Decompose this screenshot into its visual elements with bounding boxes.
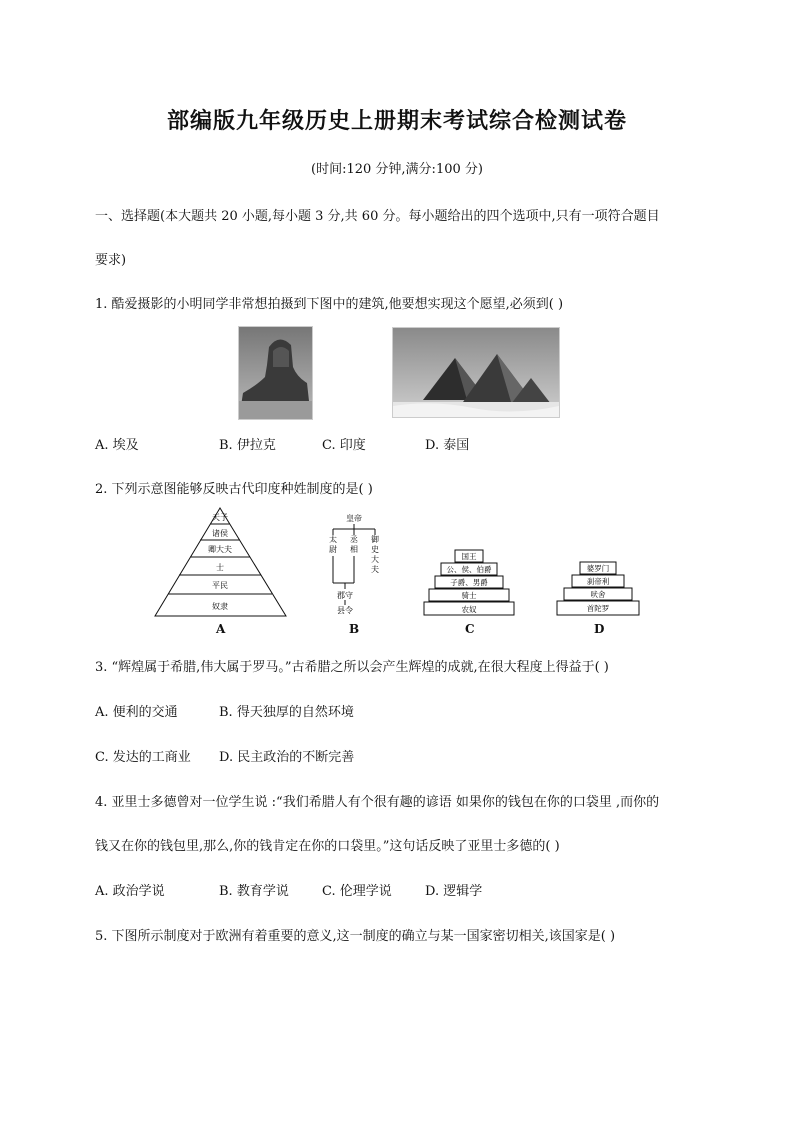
exam-info: (时间:120 分钟,满分:100 分) [311, 162, 483, 177]
diagram-a-pyramid [153, 506, 288, 618]
diagram-d-tier-1: 婆罗门 [586, 564, 610, 573]
diagram-c-tier-2: 公、侯、伯爵 [446, 565, 492, 574]
diagram-b-left: 太尉 [329, 535, 337, 554]
q1-option-a: A. 埃及 [95, 438, 139, 453]
q4-option-b: B. 教育学说 [219, 884, 289, 899]
diagram-c-steps [423, 549, 515, 619]
diagram-a-tier-3: 卿大夫 [208, 545, 232, 554]
diagram-c-tier-4: 骑士 [461, 591, 477, 600]
diagram-b-bottom-2: 县令 [337, 606, 353, 615]
diagram-b-label: B [349, 622, 360, 636]
diagram-d-steps [556, 561, 640, 619]
diagram-b-right: 御史大夫 [371, 535, 379, 574]
diagram-d-tier-3: 吠舍 [590, 590, 606, 599]
diagram-a-label: A [216, 622, 226, 636]
diagram-a-tier-2: 诸侯 [212, 529, 228, 538]
q3-option-a: A. 便利的交通 [95, 705, 178, 720]
diagram-b-mid: 丞相 [350, 535, 358, 554]
q4-option-d: D. 逻辑学 [425, 884, 483, 899]
sphinx-photo [238, 326, 313, 420]
diagram-d-tier-4: 首陀罗 [586, 604, 610, 613]
pyramids-photo [392, 327, 560, 418]
diagram-c-tier-3: 子爵、男爵 [450, 578, 488, 587]
q1-option-c: C. 印度 [322, 438, 366, 453]
question-2-stem: 2. 下列示意图能够反映古代印度种姓制度的是( ) [95, 482, 373, 497]
diagram-d-tier-2: 刹帝利 [586, 577, 610, 586]
q4-option-a: A. 政治学说 [95, 884, 165, 899]
diagram-d-label: D [594, 622, 605, 636]
page-title: 部编版九年级历史上册期末考试综合检测试卷 [166, 108, 627, 134]
diagram-c-label: C [465, 622, 475, 636]
diagram-c-tier-5: 农奴 [461, 605, 477, 614]
q3-option-b: B. 得天独厚的自然环境 [219, 705, 354, 720]
q3-option-d: D. 民主政治的不断完善 [219, 750, 355, 765]
question-3-stem: 3. “辉煌属于希腊,伟大属于罗马。”古希腊之所以会产生辉煌的成就,在很大程度上得益于( ) [95, 660, 609, 675]
q1-option-d: D. 泰国 [425, 438, 470, 453]
q1-option-b: B. 伊拉克 [219, 438, 276, 453]
diagram-b-bottom-1: 郡守 [337, 591, 353, 600]
diagram-b-hierarchy [323, 511, 385, 621]
diagram-b-top: 皇帝 [346, 514, 362, 523]
question-1-stem: 1. 酷爱摄影的小明同学非常想拍摄到下图中的建筑,他要想实现这个愿望,必须到( ) [95, 297, 564, 312]
question-4-stem-line1: 4. 亚里士多德曾对一位学生说 :“我们希腊人有个很有趣的谚语 如果你的钱包在你的口袋里 ,而你的 [95, 795, 660, 810]
diagram-a-tier-6: 奴隶 [212, 602, 228, 611]
diagram-a-tier-4: 士 [216, 563, 224, 572]
question-5-stem: 5. 下图所示制度对于欧洲有着重要的意义,这一制度的确立与某一国家密切相关,该国家是( ) [95, 929, 616, 944]
section-heading-cont: 要求) [95, 253, 127, 268]
q3-option-c: C. 发达的工商业 [95, 750, 191, 765]
diagram-c-tier-1: 国王 [461, 552, 477, 561]
diagram-a-tier-5: 平民 [212, 581, 228, 590]
question-4-stem-line2: 钱又在你的钱包里,那么,你的钱肯定在你的口袋里。”这句话反映了亚里士多德的( ) [95, 839, 560, 854]
section-heading: 一、选择题(本大题共 20 小题,每小题 3 分,共 60 分。每小题给出的四个选项中,只有一项符合题目 [95, 209, 660, 224]
q4-option-c: C. 伦理学说 [322, 884, 392, 899]
diagram-a-tier-1: 天子 [212, 513, 228, 522]
